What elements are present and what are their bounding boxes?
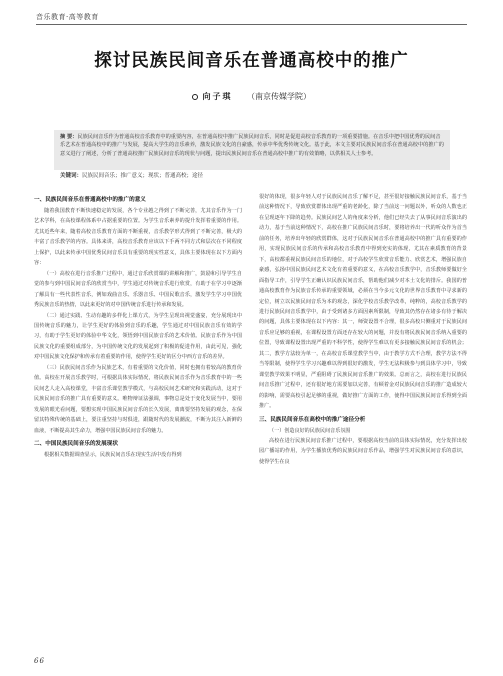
abstract-label: 摘 要： xyxy=(60,134,78,140)
section-heading-3: 三、民族民间音乐在高校中的推广途径分析 xyxy=(259,416,366,423)
paragraph: 随着我国教育不断快速稳定的发展，各个专业越之得到了不断完善，尤其音乐作为一门艺术学科，在高校课程体系中占据重要的位置。为学生音乐素养的提升发挥着重要的作用。尤其近些年来，随着高校音乐教育方面的不断重视，音乐教学形式得到了不断完善，极大的丰富了音乐教学的内容。具体来讲，高校音乐教育应该以下手两不同方式和层次在不同程度上保护，以此来传承中国优秀民间音乐具有重要的现实性意义，具体主要体现在以下方面内容： xyxy=(34,208,242,267)
author-affiliation: （南京传媒学院） xyxy=(247,92,312,101)
paragraph: （二）通过实践、生动有趣的多样化上课方式，为学生呈现出视觉盛宴，充分展现出中国传统音乐的魅力，让学生更好的体验到音乐的乐趣，学生通过对中国民族音乐有效的学习，有助于学生更好的体验中华文化，领悟到中国民族音乐的艺术价值。民族音乐作为中国民族文化的重要组成部分，为中国传统文化的发展起到了积极的促进作用，由此可见，强化对中国民族文化保护和传承有着重要的作用，使得学生更好的区分中西方音乐的差异。 xyxy=(34,312,242,361)
page-number: 66 xyxy=(34,657,45,665)
keywords-label: 关键词： xyxy=(60,173,83,179)
author-name: 向子琪 xyxy=(202,91,233,101)
keywords xyxy=(60,171,203,179)
subsection-heading: （一）创造良好的民族民间音乐氛围 xyxy=(269,427,351,434)
section-heading-2: 二、中国民族民间音乐的发展现状 xyxy=(34,440,118,447)
page-footer xyxy=(34,657,45,665)
keywords-text: 民族民间音乐；推广意义；现状；普通高校；途径 xyxy=(82,173,204,179)
paragraph: 高校在进行民族民间音乐推广过程中，要根据高校当前的具体实际情况，充分发挥出校园广播站的作用，为学生播放优秀的民族民间音乐作品，增强学生对民族民间音乐的意识，使得学生在良 xyxy=(259,437,467,465)
running-head: 音乐教育·高等教育 xyxy=(36,13,99,21)
paragraph: （一）高校在进行音乐推广过程中，通过音乐欣赏课的讲解和推广，鼓励和引导学生自觉的参与到中国民间音乐的欣赏当中，学生通过对传统音乐进行欣赏，有助于在学习中逐渐了解具有一些代表性音乐，例如戏曲音乐、乐器音乐、中国民歌音乐，激发学生学习中国优秀民族音乐的热情，以此来更好的对中国传统音乐进行传承和发展。 xyxy=(34,270,242,309)
paragraph: 很好的体现，很多年轻人对于民族民间音乐了解不足，甚至很好接触民族民间音乐，基于当前这种情况下，导致欣赏群体出现严重的老龄化，除了当前这一问题以外，听众的人数也正在呈现逐年下降的趋势。民族民间艺人的角度来分析，他们已经失去了从事民间音乐演出的动力，基于当前这种情况下，高校在推广民族民间音乐时，要将培养出一代的听众作为首当前的任务，培养出年轻的欣赏群体，这对于民族民间音乐在普通高校中的推广具有重要的作用，实现民族民间音乐的传承和高校音乐教育中得到充实的体现，尤其在素质教育的背景下，高校都重视民族民间音乐的地位，对于高校学生欣赏音乐能力、欣赏艺术，增强民族自豪感，弘扬中国民族民间艺术文化有着重要的意义，在高校音乐教学中，音乐教师要做好全面指导工作，引导学生正确认识民族民间音乐，帮助他们减少对本土文化的排斥。我国的普通高校教育作为民族音乐传承的重要领域，必须在当今多元文化的世界音乐教育中寻求新的定位，树立以民族民间音乐为本的观念，深化学校音乐教学改革，纯粹的，高校音乐教学的进行民族民间音乐教学中，由于受到诸多方面因素所限制，导致其仍然存在诸多有待于解决的问题，具体主要体现在以下内容：其一，师资设置不合理，很多高校只侧重对于民族民间音乐应足够的重视，在课程设置方面还存在较大的问题，并没有将民族民间音乐纳入重要的位置，导致课程设置出现严重的不科学性，使得学生难以有更多接触民族民间音乐的机会；其二，教学方法较为单一，在高校音乐课堂教学当中，由于教学方式不合理，教学方法不得当等限制，使得学生学习兴趣难以得到很好的激发，学生无法积极参与到具体学习中，导致课堂教学效果不明显，严重阻碍了民族民间音乐推广的效果。总而言之，高校在进行民族民间音乐推广过程中，还有很好地方需要加以完善，有顿着金对民族民间音乐的推广造成较大的影响，需要高校引起足够的重视，做好推广方面的工作，使得中国民族民间音乐得到全面推广。 xyxy=(259,194,467,410)
author-bullet-icon xyxy=(192,94,198,100)
header-rule xyxy=(36,24,467,25)
paragraph: 根据相关数据调查显示，民族民间音乐在现实生活中没有得到 xyxy=(44,451,182,458)
section-heading-1: 一、民族民间音乐在普通高校中的推广的意义 xyxy=(34,197,146,203)
byline xyxy=(0,91,503,102)
abstract-box xyxy=(54,130,450,170)
left-column xyxy=(34,192,242,460)
article-title: 探讨民族民间音乐在普通高校中的推广 xyxy=(94,51,409,71)
abstract-text: 民族民间音乐作为普通高校音乐教育中的重要内容，在普通高校中推广民族民间音乐，同时是促进高校音乐教育的一项重要措施。在音乐中把中国优秀的民间音乐艺术在普通高校中的推广与发展，提高大学生的音乐素养，激发民族文化的自豪感，传承中华优秀传统文化。基于此，本文主要对民族民间音乐在普通高校中的推广的意义进行了阐述，分析了普通高校推广民族民间音乐的现状与问题，提出民族民间音乐在普通高校中推广的有效策略，以供相关人士参考。 xyxy=(60,134,444,157)
right-column xyxy=(259,192,467,467)
paragraph: （三）民族民间音乐作为民族艺术，有着重要的文化价值，同时也拥有着较高的教育价值。高校在开展音乐教学时，可根据具体实际情况，将民族民间音乐作为音乐教育中的一些民间艺人走入高校课堂，丰富音乐课堂教学模式，与高校民间艺术研究和实践活动，这对于民族民间音乐的推广具有重要的意义。唯物辩证法强调，事物总是处于变化发展当中，要用发展的眼光看问题，要想实现中国民族民间音乐的长久发展，离离要坚持发展的观念，在保留其特殊传统的基础上，要注重坚持与时俱进，跟随时代的发展潮流，不断为其注入新鲜的血液，不断提高其生命力，增强中国民族民间音乐的魅力。 xyxy=(34,364,242,434)
